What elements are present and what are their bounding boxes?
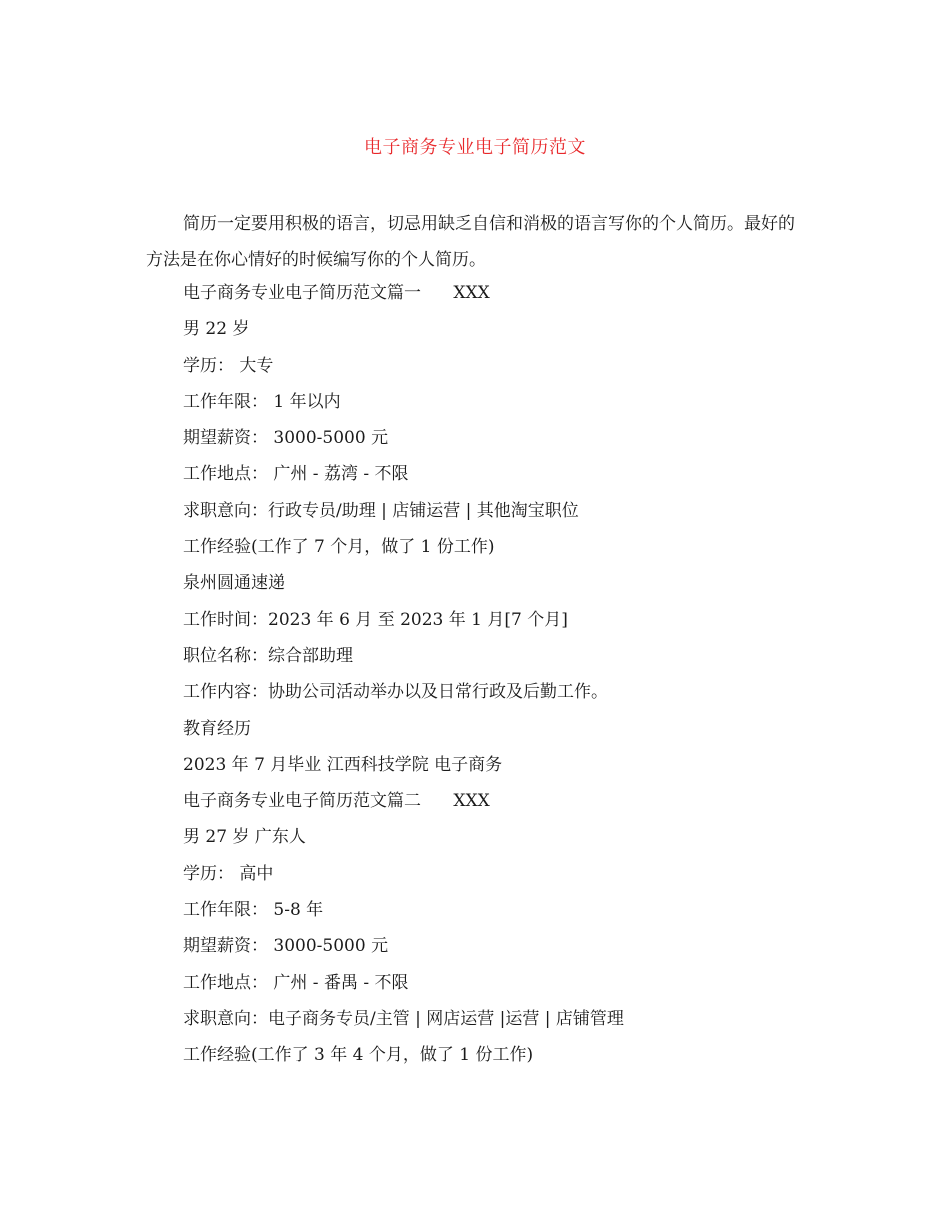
resume-line: 工作年限： 1 年以内 [183,391,341,412]
resume-line: 工作地点： 广州 - 番禺 - 不限 [183,972,409,993]
resume-line: 学历： 大专 [183,355,274,376]
resume-lines [183,275,823,1074]
resume-line: 工作经验(工作了 7 个月，做了 1 份工作) [183,537,495,558]
resume-line: 学历： 高中 [183,863,274,884]
resume-line: 男 27 岁 广东人 [183,827,306,848]
resume-line: 男 22 岁 [183,319,250,340]
resume-line: 2023 年 7 月毕业 江西科技学院 电子商务 [183,754,503,775]
resume-line: 工作地点： 广州 - 荔湾 - 不限 [183,464,409,485]
document-title: 电子商务专业电子简历范文 [364,137,586,158]
resume-line: 电子商务专业电子简历范文篇二 XXX [183,791,490,812]
resume-line: 期望薪资： 3000-5000 元 [183,936,389,957]
resume-line: 工作内容：协助公司活动举办以及日常行政及后勤工作。 [183,682,608,703]
resume-line: 教育经历 [183,718,251,739]
resume-line: 工作经验(工作了 3 年 4 个月，做了 1 份工作) [183,1045,534,1066]
resume-line: 职位名称：综合部助理 [183,645,353,666]
resume-line: 电子商务专业电子简历范文篇一 XXX [183,283,490,303]
resume-line: 期望薪资： 3000-5000 元 [183,428,389,449]
resume-line: 求职意向：行政专员/助理 | 店铺运营 | 其他淘宝职位 [183,500,579,521]
resume-line: 工作时间：2023 年 6 月 至 2023 年 1 月[7 个月] [183,609,568,630]
intro-paragraph: 简历一定要用积极的语言，切忌用缺乏自信和消极的语言写你的个人简历。最好的方法是在你心情好的时候编写你的个人简历。 [146,214,795,270]
resume-line: 工作年限： 5-8 年 [183,900,324,921]
resume-line: 求职意向：电子商务专员/主管 | 网店运营 |运营 | 店铺管理 [183,1008,624,1029]
resume-line: 泉州圆通速递 [183,573,285,594]
